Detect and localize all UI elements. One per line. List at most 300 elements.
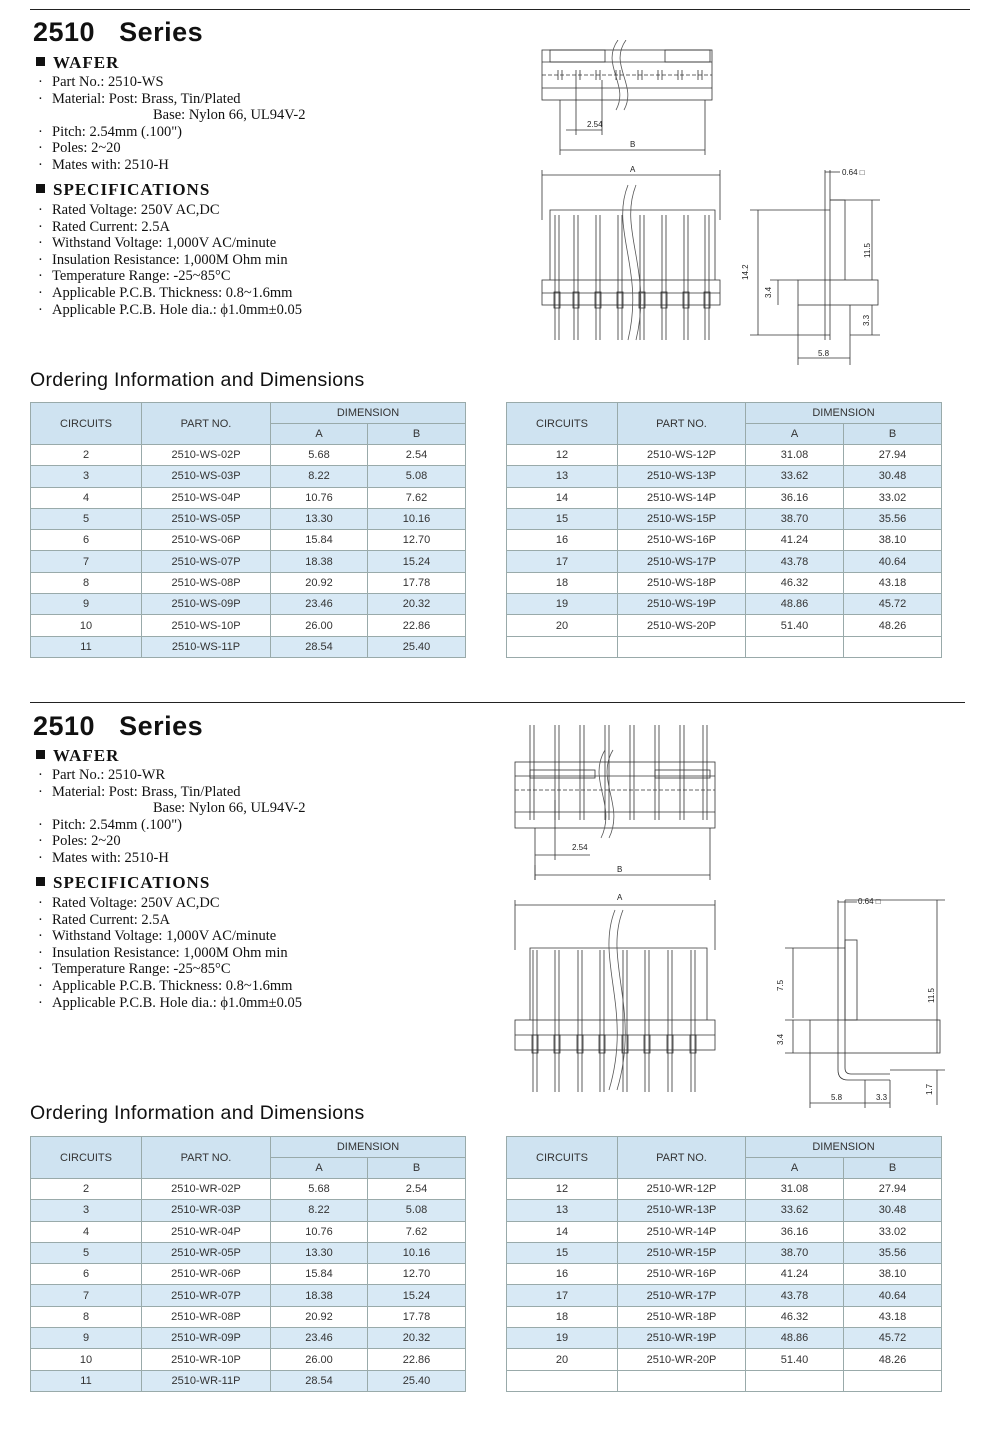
cell-circuits: 2 (31, 445, 142, 466)
cell-part-no: 2510-WR-12P (618, 1179, 746, 1200)
cell-part-no: 2510-WR-13P (618, 1200, 746, 1221)
cell-a: 41.24 (746, 1264, 844, 1285)
spec-heading-label: SPECIFICATIONS (53, 180, 211, 199)
list-item: · Poles: 2~20 (38, 833, 121, 850)
col-dimension: DIMENSION (746, 1137, 942, 1158)
cell-b: 5.08 (368, 1200, 466, 1221)
cell-part-no: 2510-WS-10P (142, 615, 271, 636)
dimension-table-right (506, 1136, 942, 1392)
cell-part-no: 2510-WR-06P (142, 1264, 271, 1285)
list-item: · Applicable P.C.B. Thickness: 0.8~1.6mm (38, 284, 293, 301)
cell-a: 38.70 (746, 508, 844, 529)
dim-pitch: 2.54 (587, 120, 603, 129)
cell-b: 5.08 (368, 466, 466, 487)
col-dimension: DIMENSION (746, 403, 942, 424)
spec-heading-label: SPECIFICATIONS (53, 873, 211, 892)
col-a: A (271, 1158, 368, 1179)
cell-a: 36.16 (746, 487, 844, 508)
dim-b: B (617, 865, 623, 874)
cell-circuits: 13 (507, 1200, 618, 1221)
table-row (31, 508, 466, 529)
cell-a: 23.46 (271, 1328, 368, 1349)
cell-part-no: 2510-WR-20P (618, 1349, 746, 1370)
table-row (507, 508, 942, 529)
list-item: · Rated Voltage: 250V AC,DC (38, 895, 220, 911)
dim-d1: 7.5 (776, 979, 785, 991)
cell-part-no: 2510-WS-09P (142, 594, 271, 615)
table-row (507, 636, 942, 657)
table-row (507, 1349, 942, 1370)
cell-b: 7.62 (368, 487, 466, 508)
wafer-list (38, 767, 306, 867)
cell-a: 13.30 (271, 508, 368, 529)
cell-part-no: 2510-WS-05P (142, 508, 271, 529)
list-item-text: Rated Current: 2.5A (52, 218, 170, 235)
cell-circuits: 11 (31, 1370, 142, 1391)
cell-circuits: 4 (31, 487, 142, 508)
series-title: 2510 Series (33, 711, 204, 741)
cell-part-no: 2510-WS-16P (618, 530, 746, 551)
table-row (507, 1242, 942, 1263)
technical-drawing-ws (530, 40, 890, 370)
cell-part-no: 2510-WS-14P (618, 487, 746, 508)
list-item-text: Mates with: 2510-H (52, 849, 169, 866)
dim-a: A (617, 893, 623, 902)
spec-heading (36, 873, 210, 893)
list-item: · Temperature Range: -25~85°C (38, 961, 231, 978)
cell-circuits: 3 (31, 466, 142, 487)
cell-b: 17.78 (368, 572, 466, 593)
spec-heading (36, 180, 210, 200)
table-row (507, 445, 942, 466)
list-item: · Temperature Range: -25~85°C (38, 268, 231, 285)
cell-circuits: 11 (31, 636, 142, 657)
cell-circuits: 17 (507, 551, 618, 572)
cell-part-no: 2510-WS-03P (142, 466, 271, 487)
dim-d5: 5.8 (831, 1093, 843, 1102)
cell-part-no: 2510-WS-04P (142, 487, 271, 508)
cell-a: 36.16 (746, 1221, 844, 1242)
list-item: · Withstand Voltage: 1,000V AC/minute (38, 928, 277, 945)
square-bullet-icon (36, 57, 45, 66)
cell-b: 22.86 (368, 615, 466, 636)
cell-circuits: 12 (507, 1179, 618, 1200)
dim-a: A (630, 165, 636, 174)
material-base: Base: Nylon 66, UL94V-2 (153, 800, 306, 817)
cell-a: 26.00 (271, 615, 368, 636)
cell-circuits: 8 (31, 1306, 142, 1327)
cell-circuits: 7 (31, 1285, 142, 1306)
col-a: A (746, 424, 844, 445)
cell-a: 51.40 (746, 1349, 844, 1370)
cell-b: 48.26 (844, 615, 942, 636)
list-item-text: Insulation Resistance: 1,000M Ohm min (52, 944, 288, 961)
series-title: 2510 Series (33, 17, 204, 47)
cell-part-no: 2510-WS-12P (618, 445, 746, 466)
dim-d6: 3.3 (876, 1093, 888, 1102)
list-item: · Rated Current: 2.5A (38, 218, 170, 235)
list-item-text: Rated Voltage: 250V AC,DC (52, 895, 220, 911)
table-row (507, 487, 942, 508)
cell-a: 33.62 (746, 466, 844, 487)
table-row (31, 1370, 466, 1391)
cell-a: 46.32 (746, 1306, 844, 1327)
table-row (31, 487, 466, 508)
col-a: A (271, 424, 368, 445)
cell-part-no: 2510-WR-08P (142, 1306, 271, 1327)
cell-a: 5.68 (271, 1179, 368, 1200)
list-item-text: Poles: 2~20 (52, 140, 121, 157)
table-row (31, 530, 466, 551)
cell-b: 27.94 (844, 445, 942, 466)
col-part-no: PART NO. (142, 403, 271, 445)
cell-a: 33.62 (746, 1200, 844, 1221)
cell-b: 35.56 (844, 1242, 942, 1263)
cell-circuits: 20 (507, 615, 618, 636)
list-item: · Material: Post: Brass, Tin/Plated (38, 90, 241, 107)
col-part-no: PART NO. (618, 1137, 746, 1179)
cell-circuits: 16 (507, 530, 618, 551)
dim-pin: 0.64 □ (858, 897, 881, 906)
cell-b: 33.02 (844, 487, 942, 508)
cell-circuits: 6 (31, 1264, 142, 1285)
cell-b: 45.72 (844, 1328, 942, 1349)
cell-a (746, 1370, 844, 1391)
cell-part-no: 2510-WS-19P (618, 594, 746, 615)
cell-circuits: 12 (507, 445, 618, 466)
cell-a: 15.84 (271, 530, 368, 551)
table-row (31, 594, 466, 615)
cell-part-no: 2510-WS-02P (142, 445, 271, 466)
list-item: · Rated Voltage: 250V AC,DC (38, 202, 220, 218)
table-row (507, 1328, 942, 1349)
cell-a: 43.78 (746, 1285, 844, 1306)
dim-pin: 0.64 □ (842, 168, 865, 177)
cell-a: 8.22 (271, 1200, 368, 1221)
cell-a: 23.46 (271, 594, 368, 615)
cell-a: 15.84 (271, 1264, 368, 1285)
cell-b: 12.70 (368, 530, 466, 551)
cell-a: 51.40 (746, 615, 844, 636)
cell-a: 5.68 (271, 445, 368, 466)
table-row (31, 1306, 466, 1327)
dim-d4: 1.7 (925, 1083, 934, 1095)
list-item-text: Applicable P.C.B. Hole dia.: ϕ1.0mm±0.05 (52, 301, 302, 318)
cell-part-no: 2510-WR-02P (142, 1179, 271, 1200)
cell-circuits: 19 (507, 1328, 618, 1349)
dim-b: B (630, 140, 636, 149)
list-item: · Mates with: 2510-H (38, 156, 169, 173)
cell-circuits: 9 (31, 1328, 142, 1349)
list-item-text: Withstand Voltage: 1,000V AC/minute (52, 928, 277, 945)
table-row (507, 1179, 942, 1200)
col-b: B (368, 424, 466, 445)
table-row (31, 1285, 466, 1306)
cell-a: 10.76 (271, 1221, 368, 1242)
cell-b: 45.72 (844, 594, 942, 615)
cell-part-no: 2510-WS-07P (142, 551, 271, 572)
cell-b: 30.48 (844, 1200, 942, 1221)
list-item: · Material: Post: Brass, Tin/Plated (38, 783, 241, 800)
cell-b: 25.40 (368, 1370, 466, 1391)
cell-a: 18.38 (271, 1285, 368, 1306)
cell-part-no (618, 636, 746, 657)
list-item-text: Mates with: 2510-H (52, 156, 169, 173)
wafer-heading-label: WAFER (53, 746, 120, 765)
table-row (31, 572, 466, 593)
list-item-text: Applicable P.C.B. Thickness: 0.8~1.6mm (52, 284, 293, 301)
col-b: B (844, 1158, 942, 1179)
col-a: A (746, 1158, 844, 1179)
table-row (31, 1200, 466, 1221)
cell-part-no: 2510-WS-17P (618, 551, 746, 572)
cell-part-no: 2510-WS-11P (142, 636, 271, 657)
cell-circuits: 6 (31, 530, 142, 551)
cell-a: 41.24 (746, 530, 844, 551)
table-row (507, 615, 942, 636)
table-row (507, 1200, 942, 1221)
list-item: · Part No.: 2510-WS (38, 74, 164, 90)
table-row (31, 636, 466, 657)
table-row (31, 1221, 466, 1242)
cell-b: 15.24 (368, 1285, 466, 1306)
cell-b: 2.54 (368, 1179, 466, 1200)
col-dimension: DIMENSION (271, 403, 466, 424)
cell-a: 20.92 (271, 1306, 368, 1327)
list-item: · Withstand Voltage: 1,000V AC/minute (38, 235, 277, 252)
cell-b: 17.78 (368, 1306, 466, 1327)
cell-part-no: 2510-WS-20P (618, 615, 746, 636)
cell-circuits: 13 (507, 466, 618, 487)
cell-circuits: 14 (507, 1221, 618, 1242)
list-item-text: Part No.: 2510-WR (52, 767, 166, 783)
table-row (507, 1285, 942, 1306)
cell-b: 10.16 (368, 508, 466, 529)
cell-part-no: 2510-WR-18P (618, 1306, 746, 1327)
table-row (31, 1264, 466, 1285)
cell-part-no: 2510-WR-17P (618, 1285, 746, 1306)
cell-circuits: 5 (31, 508, 142, 529)
cell-circuits: 19 (507, 594, 618, 615)
section-divider (30, 702, 965, 703)
cell-b: 20.32 (368, 1328, 466, 1349)
list-item-text: Temperature Range: -25~85°C (52, 268, 231, 285)
cell-b: 22.86 (368, 1349, 466, 1370)
cell-circuits: 3 (31, 1200, 142, 1221)
list-item: · Pitch: 2.54mm (.100") (38, 123, 182, 140)
cell-b: 27.94 (844, 1179, 942, 1200)
cell-part-no: 2510-WR-14P (618, 1221, 746, 1242)
spec-list (38, 895, 302, 1011)
cell-b (844, 1370, 942, 1391)
dimension-table-right (506, 402, 942, 658)
col-part-no: PART NO. (618, 403, 746, 445)
dim-d5: 5.8 (818, 349, 830, 358)
cell-a: 48.86 (746, 1328, 844, 1349)
cell-circuits: 18 (507, 572, 618, 593)
table-row (31, 615, 466, 636)
wafer-list (38, 74, 306, 174)
table-row (507, 530, 942, 551)
cell-b: 35.56 (844, 508, 942, 529)
cell-b: 43.18 (844, 1306, 942, 1327)
cell-part-no: 2510-WR-10P (142, 1349, 271, 1370)
list-item: · Applicable P.C.B. Thickness: 0.8~1.6mm (38, 977, 293, 994)
cell-circuits: 17 (507, 1285, 618, 1306)
square-bullet-icon (36, 750, 45, 759)
cell-circuits: 10 (31, 615, 142, 636)
table-row (507, 1306, 942, 1327)
cell-part-no: 2510-WR-05P (142, 1242, 271, 1263)
cell-a (746, 636, 844, 657)
dim-d3: 3.4 (776, 1033, 785, 1045)
dim-d2: 11.5 (927, 988, 936, 1003)
list-item-text: Applicable P.C.B. Hole dia.: ϕ1.0mm±0.05 (52, 994, 302, 1011)
cell-a: 48.86 (746, 594, 844, 615)
cell-part-no: 2510-WS-15P (618, 508, 746, 529)
square-bullet-icon (36, 877, 45, 886)
table-row (507, 1221, 942, 1242)
table-row (507, 466, 942, 487)
cell-circuits: 9 (31, 594, 142, 615)
list-item: · Rated Current: 2.5A (38, 911, 170, 928)
list-item-text: Poles: 2~20 (52, 833, 121, 850)
cell-b: 15.24 (368, 551, 466, 572)
list-item-text: Insulation Resistance: 1,000M Ohm min (52, 251, 288, 268)
cell-b: 38.10 (844, 530, 942, 551)
list-item-text: Applicable P.C.B. Thickness: 0.8~1.6mm (52, 977, 293, 994)
dim-d1: 14.2 (741, 264, 750, 280)
wafer-heading (36, 53, 119, 73)
list-item-text: Rated Voltage: 250V AC,DC (52, 202, 220, 218)
list-item: · Applicable P.C.B. Hole dia.: ϕ1.0mm±0.05 (38, 994, 302, 1011)
table-row (31, 1242, 466, 1263)
order-title: Ordering Information and Dimensions (30, 1102, 365, 1124)
wafer-heading (36, 746, 119, 766)
table-row (31, 445, 466, 466)
dim-d2: 11.5 (863, 243, 872, 258)
list-item: · Pitch: 2.54mm (.100") (38, 816, 182, 833)
square-bullet-icon (36, 184, 45, 193)
cell-b: 48.26 (844, 1349, 942, 1370)
cell-b: 20.32 (368, 594, 466, 615)
list-item: · Applicable P.C.B. Hole dia.: ϕ1.0mm±0.05 (38, 301, 302, 318)
cell-a: 38.70 (746, 1242, 844, 1263)
list-item: · Insulation Resistance: 1,000M Ohm min (38, 944, 288, 961)
cell-circuits: 4 (31, 1221, 142, 1242)
cell-circuits (507, 1370, 618, 1391)
cell-circuits: 7 (31, 551, 142, 572)
table-row (507, 551, 942, 572)
col-circuits: CIRCUITS (507, 1137, 618, 1179)
cell-part-no: 2510-WS-18P (618, 572, 746, 593)
section-divider (30, 9, 970, 10)
cell-a: 13.30 (271, 1242, 368, 1263)
cell-circuits: 15 (507, 508, 618, 529)
cell-circuits: 10 (31, 1349, 142, 1370)
cell-circuits: 5 (31, 1242, 142, 1263)
cell-part-no (618, 1370, 746, 1391)
table-row (507, 1264, 942, 1285)
dimension-table-left (30, 402, 466, 658)
order-title: Ordering Information and Dimensions (30, 369, 365, 391)
cell-circuits: 8 (31, 572, 142, 593)
list-item-text: Temperature Range: -25~85°C (52, 961, 231, 978)
cell-a: 46.32 (746, 572, 844, 593)
cell-a: 43.78 (746, 551, 844, 572)
list-item: · Poles: 2~20 (38, 140, 121, 157)
spec-list (38, 202, 302, 318)
cell-b: 30.48 (844, 466, 942, 487)
cell-a: 10.76 (271, 487, 368, 508)
list-item-text: Withstand Voltage: 1,000V AC/minute (52, 235, 277, 252)
col-dimension: DIMENSION (271, 1137, 466, 1158)
cell-b: 38.10 (844, 1264, 942, 1285)
list-item-text: Pitch: 2.54mm (.100") (52, 123, 182, 140)
cell-part-no: 2510-WS-13P (618, 466, 746, 487)
list-item-text: Material: Post: Brass, Tin/Plated (52, 90, 241, 107)
list-item-text: Material: Post: Brass, Tin/Plated (52, 783, 241, 800)
dimension-table-left (30, 1136, 466, 1392)
table-row (31, 466, 466, 487)
table-row (507, 572, 942, 593)
cell-part-no: 2510-WR-15P (618, 1242, 746, 1263)
col-circuits: CIRCUITS (31, 403, 142, 445)
cell-circuits: 15 (507, 1242, 618, 1263)
cell-part-no: 2510-WR-07P (142, 1285, 271, 1306)
cell-circuits (507, 636, 618, 657)
cell-circuits: 14 (507, 487, 618, 508)
cell-b: 2.54 (368, 445, 466, 466)
list-item-text: Pitch: 2.54mm (.100") (52, 816, 182, 833)
cell-a: 26.00 (271, 1349, 368, 1370)
col-circuits: CIRCUITS (507, 403, 618, 445)
cell-b: 40.64 (844, 1285, 942, 1306)
cell-b: 25.40 (368, 636, 466, 657)
cell-part-no: 2510-WR-04P (142, 1221, 271, 1242)
cell-a: 18.38 (271, 551, 368, 572)
list-item-text: Part No.: 2510-WS (52, 74, 164, 90)
cell-a: 28.54 (271, 636, 368, 657)
cell-b: 12.70 (368, 1264, 466, 1285)
cell-circuits: 18 (507, 1306, 618, 1327)
cell-circuits: 2 (31, 1179, 142, 1200)
cell-b (844, 636, 942, 657)
wafer-heading-label: WAFER (53, 53, 120, 72)
table-row (31, 1349, 466, 1370)
cell-part-no: 2510-WR-03P (142, 1200, 271, 1221)
table-row (31, 551, 466, 572)
cell-a: 28.54 (271, 1370, 368, 1391)
cell-b: 43.18 (844, 572, 942, 593)
list-item-text: Rated Current: 2.5A (52, 911, 170, 928)
cell-part-no: 2510-WR-16P (618, 1264, 746, 1285)
table-row (31, 1179, 466, 1200)
col-b: B (368, 1158, 466, 1179)
cell-b: 7.62 (368, 1221, 466, 1242)
cell-a: 31.08 (746, 1179, 844, 1200)
cell-b: 10.16 (368, 1242, 466, 1263)
cell-b: 40.64 (844, 551, 942, 572)
col-part-no: PART NO. (142, 1137, 271, 1179)
cell-b: 33.02 (844, 1221, 942, 1242)
cell-part-no: 2510-WR-09P (142, 1328, 271, 1349)
cell-part-no: 2510-WS-08P (142, 572, 271, 593)
list-item: · Mates with: 2510-H (38, 849, 169, 866)
cell-circuits: 16 (507, 1264, 618, 1285)
material-base: Base: Nylon 66, UL94V-2 (153, 107, 306, 124)
dim-d4: 3.3 (862, 314, 871, 326)
